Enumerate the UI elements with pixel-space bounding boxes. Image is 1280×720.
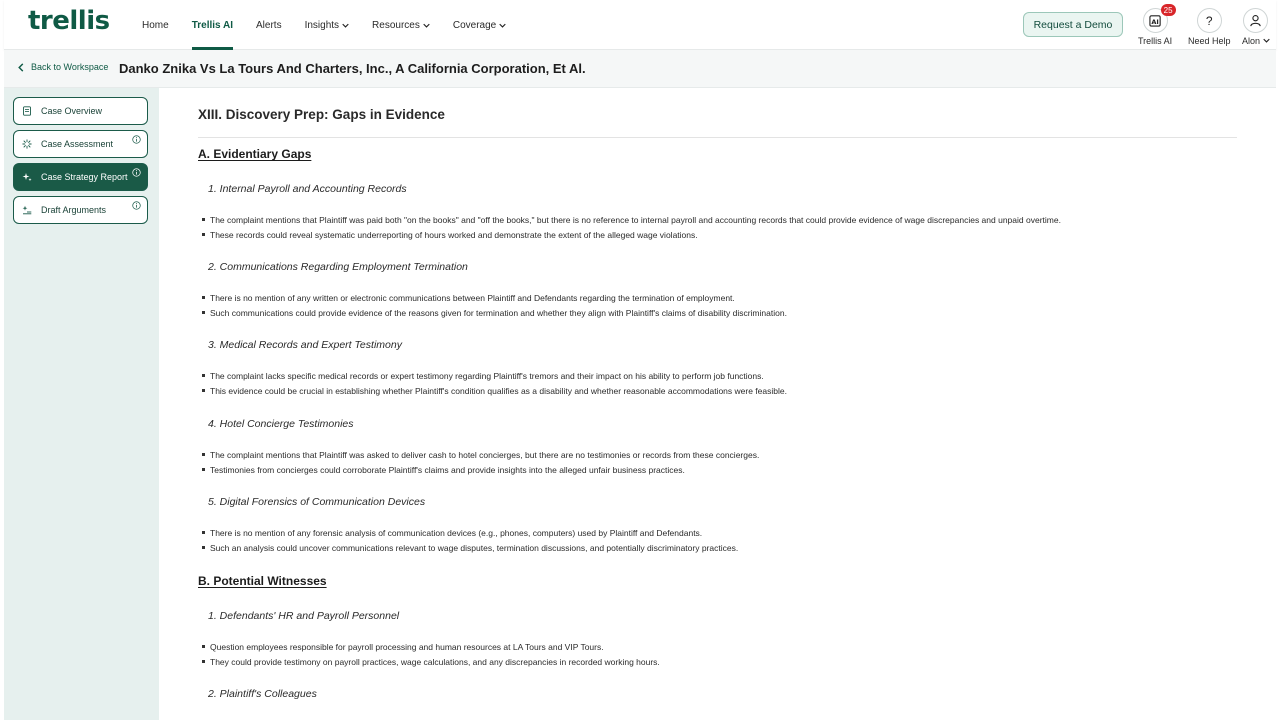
list-item: Such an analysis could uncover communications relevant to wage disputes, termination discussions, and potentially discriminatory practices. [202, 543, 738, 553]
subsection-title: 2. Plaintiff's Colleagues [208, 688, 317, 700]
user-menu-button[interactable] [1242, 8, 1270, 46]
case-sidebar [4, 88, 159, 720]
nav-alerts[interactable]: Alerts [256, 19, 282, 31]
nav-insights[interactable]: Insights [297, 0, 357, 50]
list-item: Such communications could provide evidence of the reasons given for termination and whether they align with Plaintiff's claims of disability discrimination. [202, 308, 787, 318]
list-item: The complaint lacks specific medical records or expert testimony regarding Plaintiff's tremors and their impact on his ability to perform job functions. [202, 371, 764, 381]
trellis-ai-button[interactable] [1138, 5, 1173, 46]
main-nav [134, 0, 521, 50]
list-item: Testimonies from concierges could corroborate Plaintiff's claims and provide insights into the alleged unfair business practices. [202, 465, 685, 475]
info-icon[interactable] [132, 168, 141, 177]
chevron-down-icon [499, 22, 506, 29]
section-title: XIII. Discovery Prep: Gaps in Evidence [198, 107, 445, 122]
subsection-title: 5. Digital Forensics of Communication Devices [208, 496, 426, 508]
subsection-title: 3. Medical Records and Expert Testimony [208, 339, 402, 351]
nav-coverage[interactable]: Coverage [445, 0, 514, 50]
sidebar-item-draft-arguments[interactable]: Draft Arguments [13, 196, 148, 224]
top-navigation-bar [4, 0, 1276, 50]
sidebar-item-case-strategy-report[interactable]: Case Strategy Report [13, 163, 148, 191]
subsection-title: 1. Defendants' HR and Payroll Personnel [208, 610, 400, 622]
list-item: The complaint mentions that Plaintiff was paid both "on the books" and "off the books," but there is no reference to internal payroll and accounting records that could provide evidence of wage discrepancies and unpaid overtime. [202, 215, 1061, 225]
case-title-bar [4, 50, 1276, 88]
list-item: Question employees responsible for payroll processing and human resources at LA Tours and VIP Tours. [202, 642, 604, 652]
svg-text:AI: AI [1150, 17, 1159, 26]
divider [198, 137, 1237, 138]
request-demo-button[interactable]: Request a Demo [1023, 12, 1123, 37]
user-icon [1249, 14, 1262, 27]
list-item: There is no mention of any forensic analysis of communication devices (e.g., phones, computers) used by Plaintiff and Defendants. [202, 528, 702, 538]
chevron-left-icon [18, 63, 24, 72]
sparkle-icon [22, 172, 32, 182]
chevron-down-icon [423, 22, 430, 29]
loader-icon [22, 139, 32, 149]
chevron-down-icon [342, 22, 349, 29]
info-icon[interactable] [132, 135, 141, 144]
trellis-ai-label: Trellis AI [1138, 36, 1173, 46]
back-to-workspace-link[interactable]: Back to Workspace [18, 62, 108, 72]
need-help-label: Need Help [1188, 36, 1231, 46]
sidebar-item-case-overview[interactable]: Case Overview [13, 97, 148, 125]
list-item: They could provide testimony on payroll practices, wage calculations, and any discrepancies in recorded working hours. [202, 657, 660, 667]
sparkle-list-icon [22, 205, 32, 215]
trellis-logo[interactable]: trellis [28, 6, 110, 36]
subsection-title: 2. Communications Regarding Employment Termination [208, 261, 468, 273]
chevron-down-icon [1263, 37, 1270, 44]
user-name: Alon [1242, 36, 1261, 46]
nav-home[interactable]: Home [142, 19, 169, 31]
info-icon[interactable] [132, 201, 141, 210]
need-help-button[interactable] [1188, 8, 1231, 46]
report-content [159, 88, 1276, 720]
document-icon [22, 106, 32, 116]
section-heading: B. Potential Witnesses [198, 574, 327, 588]
notification-badge: 25 [1161, 4, 1176, 16]
list-item: There is no mention of any written or electronic communications between Plaintiff and Defendants regarding the termination of employment. [202, 293, 735, 303]
list-item: These records could reveal systematic underreporting of hours worked and demonstrate the extent of the alleged wage violations. [202, 230, 698, 240]
section-heading: A. Evidentiary Gaps [198, 147, 312, 161]
subsection-title: 1. Internal Payroll and Accounting Records [208, 183, 407, 195]
sidebar-item-case-assessment[interactable]: Case Assessment [13, 130, 148, 158]
nav-trellis-ai[interactable]: Trellis AI [184, 0, 241, 50]
case-title: Danko Znika Vs La Tours And Charters, Inc., A California Corporation, Et Al. [119, 61, 586, 76]
ai-icon [1149, 14, 1162, 27]
question-mark-icon: ? [1205, 13, 1213, 28]
nav-resources[interactable]: Resources [364, 0, 438, 50]
list-item: This evidence could be crucial in establishing whether Plaintiff's condition qualifies as a disability and whether reasonable accommodations were feasible. [202, 386, 787, 396]
subsection-title: 4. Hotel Concierge Testimonies [208, 418, 354, 430]
list-item: The complaint mentions that Plaintiff was asked to deliver cash to hotel concierges, but there are no testimonies or records from these concierges. [202, 450, 759, 460]
